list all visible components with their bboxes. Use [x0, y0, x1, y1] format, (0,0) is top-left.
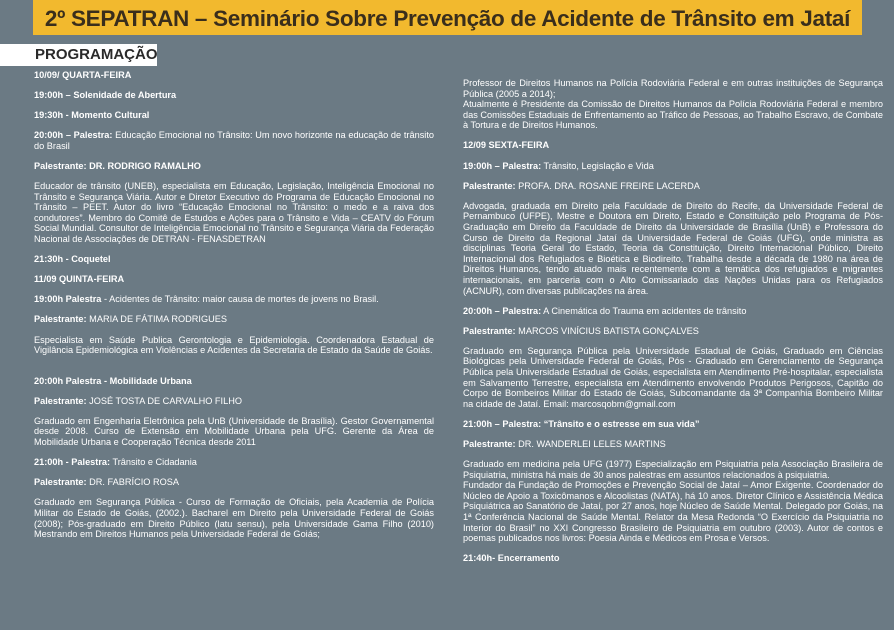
- talk-title: 21:00h – Palestra: “Trânsito e o estresse em sua vida”: [463, 418, 700, 429]
- speaker-bio: Fundador da Fundação de Promoções e Prevenção Social de Jataí – Amor Exigente. Coordenador do Núcleo de Apoio a Toxicômanos e Alcoolistas (NATA), há 10 anos. Diretor Clínico e Assistência Médica Psiquiátrica ao Sanatório de Jataí, por 27 anos, hoje Núcleo de Saúde Mental. Delegado por Goiás, na 1ª Conferência Nacional de Saúde Mental. Relator da Mesa Redonda “O Exercício da Psiquiatria no Interior do Brasil” no XXI Congresso Brasileiro de Psiquiatria em outubro (2003). Autor de contos e poemas publicados nos livros: Poesia Ainda e Médicos em Prosa e Versos.: [463, 480, 883, 544]
- section-label: PROGRAMAÇÃO: [35, 46, 158, 63]
- page-title: 2º SEPATRAN – Seminário Sobre Prevenção de Acidente de Trânsito em Jataí: [44, 6, 851, 31]
- talk-title: 20:00h Palestra - Mobilidade Urbana: [34, 375, 192, 386]
- speaker-bio: Educador de trânsito (UNEB), especialista em Educação, Legislação, Inteligência Emocional no Trânsito e Segurança Viária. Autor e Diretor Executivo do Programa de Educação Emocional no Trânsito – PEET. Autor do livro “Educação Emocional no Trânsito: o medo e a raiva dos condutores”. Membro do Comitê de Estudos e Ações para o Trânsito e Vida – CEATV do Fórum Social Mundial. Consultor de Inteligência Emocional no Trânsito e Segurança Viária da Federação Nacional de Associações de DETRAN - FENASDETRAN: [34, 181, 434, 245]
- speaker-bio: Especialista em Saúde Publica Gerontologia e Epidemiologia. Coordenadora Estadual de Vigilância Epidemiológica em Violências e Acidentes da Secretaria de Estado da Saúde de Goiás.: [34, 334, 434, 356]
- schedule-left-column: [34, 70, 434, 549]
- talk-title: 19:00h – Palestra: Trânsito, Legislação e Vida: [463, 160, 654, 171]
- talk-speaker: Palestrante: JOSÉ TOSTA DE CARVALHO FILHO: [34, 395, 242, 406]
- schedule-item: 19:30h - Momento Cultural: [34, 110, 150, 121]
- section-label-box: [0, 44, 157, 66]
- speaker-bio: Advogada, graduada em Direito pela Faculdade de Direito do Recife, da Universidade Federal de Pernambuco (UFPE), Mestre e Doutora em Direito, Estado e Constituição pelo Programa de Pós-Graduação em Direito da Faculdade de Direito da Universidade de Brasília (UnB) e Professora do Curso de Direito da Regional Jataí da Universidade Federal de Goiás (UFG), onde ministra as disciplinas Teoria Geral do Estado, Teoria da Constituição, Direito Internacional Público, Direito Internacional dos Refugiados e Bioética e Biodireito. Trabalha desde a década de 1980 na área de Direitos Humanos, tendo atuado mais recentemente com a temática dos refugiados e migrantes internacionais, em parceria com o Alto Comissariado das Nações Unidas para os Refugiados (ACNUR), com diversas publicações na área.: [463, 200, 883, 296]
- talk-speaker: Palestrante: MARIA DE FÁTIMA RODRIGUES: [34, 314, 227, 325]
- speaker-bio: Graduado em Segurança Pública pela Universidade Estadual de Goiás, Graduado em Ciências Biológicas pela Universidade Federal de Goiás, Pós - Graduado em Gerenciamento de Segurança Pública pela Universidade Estadual de Goiás, especialista em Atendimento Pré-hospitalar, especialista em Salvamento Terrestre, especialista em Atendimento envolvendo Produtos Perigosos, Capitão do Corpo de Bombeiros Militar do Estado de Goiás, Subcomandante da 3ª Companhia Bombeiro Militar na cidade de Jataí. Email: marcosqobm@gmail.com: [463, 345, 883, 409]
- title-banner: [33, 0, 862, 35]
- talk-speaker: Palestrante: PROFA. DRA. ROSANE FREIRE LACERDA: [463, 180, 700, 191]
- day-heading: 11/09 QUINTA-FEIRA: [34, 274, 125, 285]
- talk-speaker: Palestrante: MARCOS VINÍCIUS BATISTA GONÇALVES: [463, 325, 699, 336]
- speaker-bio: Graduado em Segurança Pública - Curso de Formação de Oficiais, pela Academia de Polícia Militar do Estado de Goiás, (2002.). Bacharel em Direito pela Universidade Federal de Goiás (2008); Pós-graduado em Direito Público (latu sensu), pela Universidade Gama Filho (2010) Mestrando em Direitos Humanos pela Universidade Federal de Goiás;: [34, 497, 434, 540]
- talk-title: 20:00h – Palestra: Educação Emocional no Trânsito: Um novo horizonte na educação de trânsito do Brasil: [34, 130, 434, 151]
- talk-title: 21:00h - Palestra: Trânsito e Cidadania: [34, 457, 197, 468]
- speaker-bio: Graduado em Engenharia Eletrônica pela UnB (Universidade de Brasília). Gestor Governamental desde 2008. Curso de Extensão em Mobilidade Urbana pela UFG. Gerente da Área de Mobilidade Urbana e Cooperação Técnica desde 2011: [34, 415, 434, 448]
- schedule-item: 19:00h – Solenidade de Abertura: [34, 90, 177, 101]
- talk-speaker: Palestrante: DR. FABRÍCIO ROSA: [34, 477, 180, 488]
- speaker-bio: Graduado em medicina pela UFG (1977) Especialização em Psiquiatria pela Associação Brasileira de Psiquiatria, ministra há mais de 30 anos palestras em assuntos relacionados à psiquiatria.: [463, 459, 883, 480]
- talk-title: 20:00h – Palestra: A Cinemática do Trauma em acidentes de trânsito: [463, 305, 747, 316]
- closing-item: 21:40h- Encerramento: [463, 553, 560, 564]
- schedule-right-column: [463, 78, 883, 573]
- talk-title: 19:00h Palestra - Acidentes de Trânsito: maior causa de mortes de jovens no Brasil.: [34, 294, 379, 305]
- talk-speaker: Palestrante: DR. WANDERLEI LELES MARTINS: [463, 438, 666, 449]
- speaker-bio: Atualmente é Presidente da Comissão de Direitos Humanos da Polícia Rodoviária Federal e membro das Comissões Estaduais de Enfrentamento ao Tráfico de Pessoas, ao Trabalho Escravo, de Combate à Tortura e de Direitos Humanos.: [463, 99, 883, 131]
- schedule-item: 21:30h - Coquetel: [34, 254, 111, 265]
- day-heading: 12/09 SEXTA-FEIRA: [463, 140, 550, 151]
- talk-speaker: Palestrante: DR. RODRIGO RAMALHO: [34, 160, 201, 171]
- speaker-bio: Professor de Direitos Humanos na Polícia Rodoviária Federal e em outras instituições de Segurança Pública (2005 a 2014);: [463, 78, 883, 99]
- day-heading: 10/09/ QUARTA-FEIRA: [34, 70, 132, 80]
